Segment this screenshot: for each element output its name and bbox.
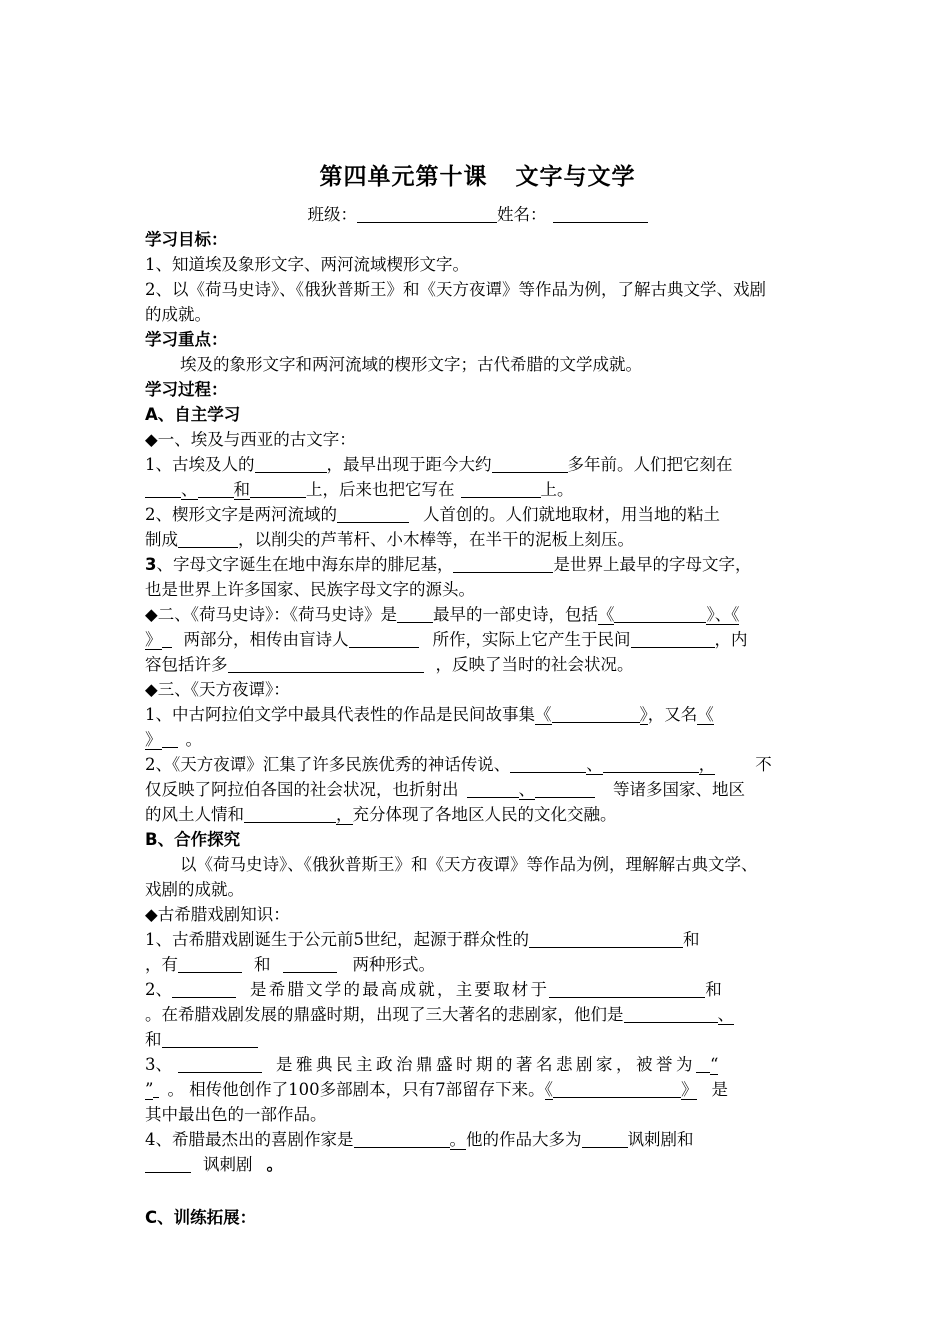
class-blank[interactable] bbox=[357, 203, 497, 223]
b-q2-end: 和 bbox=[145, 1027, 810, 1052]
page-title bbox=[145, 158, 810, 191]
a-line-2: 、 和 上，后来也把它写在 上。 bbox=[145, 477, 810, 502]
blank[interactable] bbox=[624, 1003, 718, 1023]
a-line-14: 的风土人情和 ，充分体现了各地区人民的文化交融。 bbox=[145, 805, 617, 824]
blank[interactable] bbox=[178, 1053, 262, 1073]
a-line-13: 仅反映了阿拉伯各国的社会状况，也折射出 、 等诸多国家、地区 bbox=[145, 780, 745, 799]
blank[interactable] bbox=[178, 528, 238, 548]
blank[interactable] bbox=[552, 703, 640, 723]
blank[interactable] bbox=[145, 478, 181, 498]
blank[interactable] bbox=[467, 778, 519, 798]
a-line-7: ◆二、《荷马史诗》：《荷马史诗》是 最早的一部史诗，包括《 》、《 bbox=[145, 605, 740, 624]
a-line-1: 1、古埃及人的 ，最早出现于距今大约 多年前。人们把它刻在 bbox=[145, 455, 733, 474]
title-part2: 文字与文学 bbox=[515, 163, 636, 190]
worksheet-page bbox=[145, 158, 810, 1230]
blank[interactable] bbox=[228, 653, 424, 673]
section-a-heading: A、自主学习 bbox=[145, 405, 241, 424]
blank[interactable] bbox=[582, 1128, 628, 1148]
b-q3: 3、 是雅典民主政治鼎盛时期的著名悲剧家，被誉为 “ bbox=[145, 1055, 719, 1074]
name-blank[interactable] bbox=[553, 203, 648, 223]
blank[interactable] bbox=[145, 1153, 191, 1173]
b-q1-cont: ，有 和 两种形式。 bbox=[145, 955, 435, 974]
blank[interactable] bbox=[453, 553, 553, 573]
subsection-3: ◆三、《天方夜谭》： bbox=[145, 680, 290, 699]
blank[interactable] bbox=[696, 1053, 710, 1073]
subsection-1: ◆一、埃及与西亚的古文字： bbox=[145, 430, 356, 449]
class-label: 班级： bbox=[307, 205, 357, 224]
blank[interactable] bbox=[461, 478, 541, 498]
blank[interactable] bbox=[172, 978, 236, 998]
blank[interactable] bbox=[397, 603, 433, 623]
a-line-9: 容包括许多 ，反映了当时的社会状况。 bbox=[145, 655, 634, 674]
section-c-heading: C、训练拓展： bbox=[145, 1208, 257, 1227]
b-q3-end: 其中最出色的一部作品。 bbox=[145, 1105, 327, 1124]
title-part1: 第四单元第十课 bbox=[319, 163, 488, 190]
blank[interactable] bbox=[250, 478, 306, 498]
a-line-8: 》 两部分，相传由盲诗人 所作，实际上它产生于民间 ，内 bbox=[145, 630, 748, 649]
goals-heading: 学习目标： bbox=[145, 230, 228, 249]
goal-1: 1、知道埃及象形文字、两河流域楔形文字。 bbox=[145, 255, 469, 274]
blank[interactable] bbox=[614, 603, 706, 623]
b-intro-cont: 戏剧的成就。 bbox=[145, 880, 244, 899]
b-q1: 1、古希腊戏剧诞生于公元前5世纪，起源于群众性的 和 bbox=[145, 930, 700, 949]
blank[interactable] bbox=[153, 1078, 159, 1098]
focus-heading: 学习重点： bbox=[145, 330, 228, 349]
a-line-12: 2、《天方夜谭》汇集了许多民族优秀的神话传说、 、 ， 不 bbox=[145, 755, 772, 774]
blank[interactable] bbox=[535, 778, 595, 798]
blank[interactable] bbox=[510, 753, 586, 773]
blank[interactable] bbox=[198, 478, 234, 498]
blank[interactable] bbox=[354, 1128, 450, 1148]
a-line-3: 2、楔形文字是两河流域的 人首创的。人们就地取材，用当地的粘土 bbox=[145, 505, 720, 524]
goal-2: 2、以《荷马史诗》、《俄狄普斯王》和《天方夜谭》等作品为例，了解古典文学、戏剧 bbox=[145, 280, 766, 299]
a-line-4: 制成 ，以削尖的芦苇杆、小木棒等，在半干的泥板上刻压。 bbox=[145, 530, 634, 549]
drama-heading: ◆古希腊戏剧知识： bbox=[145, 905, 290, 924]
blank[interactable] bbox=[244, 803, 336, 823]
blank[interactable] bbox=[349, 628, 419, 648]
b-q2-cont: 。在希腊戏剧发展的鼎盛时期，出现了三大著名的悲剧家，他们是 、 bbox=[145, 1005, 734, 1024]
focus-text: 埃及的象形文字和两河流域的楔形文字；古代希腊的文学成就。 bbox=[180, 355, 642, 374]
blank[interactable] bbox=[492, 453, 568, 473]
class-name-line bbox=[145, 201, 810, 225]
b-q4-cont: 讽刺剧 。 bbox=[145, 1152, 810, 1177]
section-b-heading: B、合作探究 bbox=[145, 830, 241, 849]
goal-2-cont: 的成就。 bbox=[145, 305, 211, 324]
a-line-11: 》 。 bbox=[145, 730, 202, 749]
blank[interactable] bbox=[337, 503, 409, 523]
process-heading: 学习过程： bbox=[145, 380, 228, 399]
blank[interactable] bbox=[553, 1078, 681, 1098]
blank[interactable] bbox=[255, 453, 327, 473]
blank[interactable] bbox=[162, 628, 172, 648]
blank[interactable] bbox=[283, 953, 337, 973]
blank[interactable] bbox=[529, 928, 683, 948]
b-q2: 2、 是希腊文学的最高成就，主要取材于 和 bbox=[145, 980, 722, 999]
blank[interactable] bbox=[178, 953, 242, 973]
blank[interactable] bbox=[162, 728, 178, 748]
a-line-6: 也是世界上许多国家、民族字母文字的源头。 bbox=[145, 580, 475, 599]
a-line-5: 3、字母文字诞生在地中海东岸的腓尼基， 是世界上最早的字母文字， bbox=[145, 555, 752, 574]
blank[interactable] bbox=[631, 628, 715, 648]
a-line-10: 1、中古阿拉伯文学中最具代表性的作品是民间故事集《 》，又名《 bbox=[145, 705, 714, 724]
b-intro: 以《荷马史诗》、《俄狄普斯王》和《天方夜谭》等作品为例，理解解古典文学、 bbox=[180, 855, 758, 874]
blank[interactable] bbox=[549, 978, 705, 998]
b-q3-cont: ” 。 相传他创作了100多部剧本，只有7部留存下来。《 》 是 bbox=[145, 1080, 728, 1099]
blank[interactable] bbox=[162, 1028, 258, 1048]
blank[interactable] bbox=[603, 753, 699, 773]
name-label: 姓名： bbox=[497, 205, 547, 224]
b-q4: 4、希腊最杰出的喜剧作家是 。他的作品大多为 讽刺剧和 bbox=[145, 1130, 694, 1149]
